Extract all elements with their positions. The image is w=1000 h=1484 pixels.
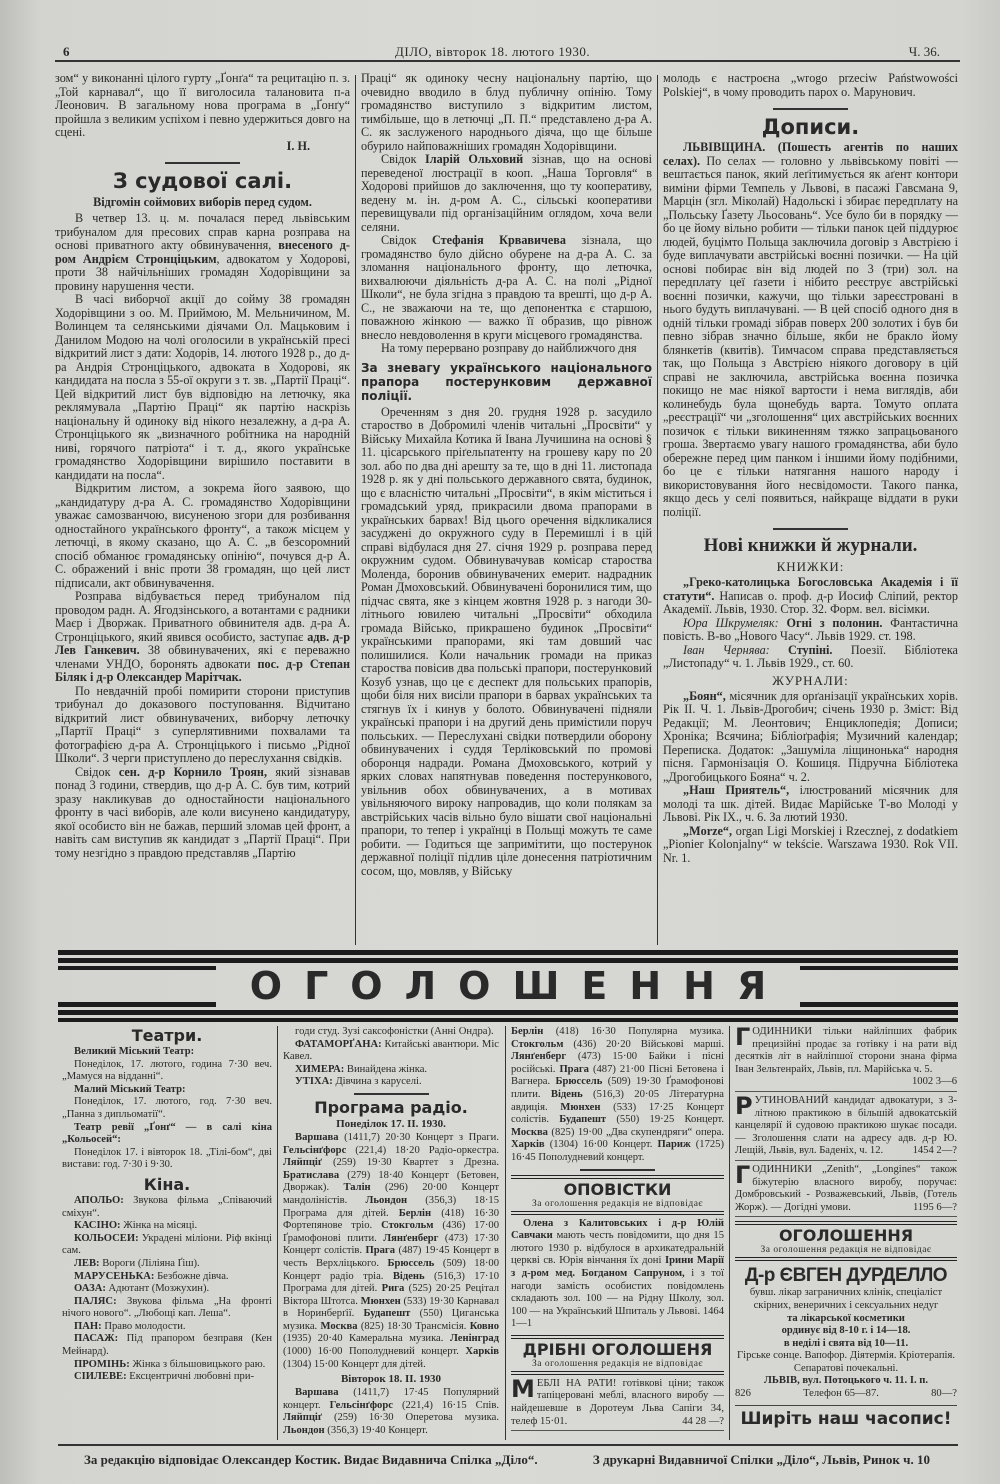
advertisements-banner (58, 950, 958, 1022)
furniture-ad (511, 1374, 724, 1431)
bold-text: Брюссель (555, 1076, 603, 1088)
separator (580, 1169, 655, 1171)
bold-text: Варшава (295, 1387, 339, 1399)
text: Адютант (Мозжухин). (105, 1283, 210, 1295)
text: який зізнавав понад 3 години, ствердив, що д-р А. С. був тим, котрий зразу накликував до одностайности національного фронту в часі виборів, але коли висунено кандидатуру, якої особисто він не бажав, перший зломав цей фронт, а навіть сам виступив як кандидат з „Партії Праці“. При тому незгідно з правдою представляв „Партію (55, 764, 350, 860)
cinema-entry (62, 1321, 272, 1334)
article-paragraph (361, 234, 652, 342)
separator (165, 162, 240, 164)
dropcap: Р (735, 1091, 753, 1120)
bold-text: Іларій Ольховий (425, 152, 524, 166)
column-2 (361, 72, 652, 878)
column-divider (505, 1026, 506, 1440)
radio-program-list (511, 1026, 724, 1165)
text: Фантастична повість. В-во „Нового Часу“. Львів 1929. ст. 198. (663, 615, 958, 643)
bold-text: Москва (511, 1126, 548, 1138)
radio-program (283, 1387, 499, 1437)
bold-text: „Morze“, (683, 823, 733, 838)
bold-text: Стокгольм (511, 1038, 564, 1050)
doctor-hours: в неділі і свята від 10—11. (783, 1337, 909, 1349)
italic-text: Юра Шкрумеляк: (683, 615, 779, 630)
theatre-entry (62, 1147, 272, 1172)
bold-text: Мюнхен (560, 1101, 601, 1113)
ads-box-disclaimer: За оголошення редакція не відповідає (760, 1245, 932, 1256)
cinema-entry-list (283, 1026, 499, 1089)
text: В четвер 13. ц. м. почалася перед львівським трибуналом для пресових справ карна розправа на основі приватного акту обвинувачення, (55, 211, 350, 252)
text: (259) 19·30 Квартет з Дрезна. (322, 1157, 499, 1169)
cinema-entry (62, 1333, 272, 1358)
text: Під прапором безправя (Кен Мейнард). (62, 1333, 272, 1358)
text: По невдачній пробі помирити сторони приступив трибунал до доказового поступовання. Відчитано відкритий лист обвинувачених, виборчу летючку „Партії Праці“ з суперлятивними похвалами та фотографією д-ра А. Стронціцького і письмо „Рідної Школи“. З черги приступлено до переслухання свідків. (55, 683, 350, 765)
bold-text: Стефанія Крвавичева (431, 233, 566, 247)
article-paragraph-list (361, 153, 652, 356)
text: (418) 16·30 Фортепянове тріо. (283, 1207, 499, 1232)
article-paragraph (361, 342, 652, 356)
books-label: КНИЖКИ: (776, 559, 845, 574)
bold-text: АПОЛЬО: (74, 1194, 124, 1206)
page-header (55, 44, 960, 60)
bold-text: „Греко-католицька Богословська Академія і її статути“. (663, 575, 958, 603)
text: годи студ. Зузі саксофоністки (Анні Ондра). (295, 1026, 494, 1037)
cinema-entry (62, 1296, 272, 1321)
text: (1411,7) 20·30 Концерт з Праги. (338, 1131, 499, 1143)
text: ілюстрований місячник для молоді та шк. дітей. Видає Марійське Т-во Молоді у Львові. Рік IX., ч. 6. За лютий 1930. (663, 783, 959, 824)
bold-text: Будапешт (559, 1114, 607, 1126)
text: (533) 17·25 Концерт солістів. (511, 1101, 724, 1126)
cinema-entry-list (62, 1195, 272, 1384)
journal-entry (663, 825, 958, 866)
text: (259) 16·30 Оперетова музика. (322, 1412, 499, 1424)
text: (418) 16·30 Популярна музика. (543, 1026, 724, 1037)
dropcap: Г (735, 1160, 751, 1189)
footer-rule (58, 1444, 958, 1446)
text: (525) 20·25 Рецітал Віктора Штотса. (283, 1283, 500, 1307)
bold-text: адв. д-р Лев Ганкевич. (55, 629, 351, 657)
text: (1000) 16·00 Пополудневий концерт. (283, 1346, 466, 1358)
text: Право молодости. (101, 1320, 186, 1332)
text: (279) 18·40 Концерт (Бетовен, Дворжак). (283, 1169, 499, 1194)
article-paragraph (55, 766, 350, 861)
text: зізнав, що на основі переведеної люстрації в кооп. „Наша Торговля“ в Ходорові прийшов до заключення, що ту кооперативу, ведену м. ін. д-ром А. С., сільські кооперативи перевищували під організаційним оглядом, хоча вели селяни. (361, 152, 652, 234)
text: (516,3) 17·10 Програма для дітей. (283, 1270, 500, 1295)
text: (509) 19·30 Ґрамофонові плити. (511, 1076, 724, 1100)
cinema-entry (62, 1371, 272, 1384)
bold-text: ХИМЕРА: (295, 1063, 345, 1075)
court-subheading: Відгомін соймових виборів перед судом. (93, 195, 312, 209)
radio-program-list (283, 1132, 499, 1371)
text: зізнала, що громадянство було дійсно обурене на д-ра А. С. за зломання національного фронту, що летючка, вихвалюючи діяльність д-ра А. С. на полі „Рідної Школи“, не була згідна з правдою та врешті, що д-р А. С., не зважаючи на те, що депонентка є старшою, поважною жінкою — важко її образив, що рівнож внесло невдоволення в круги місцевого громадянства. (361, 233, 652, 342)
bold-text: ФАТАМОРҐАНА: (295, 1038, 382, 1050)
bold-text: УТІХА: (295, 1076, 333, 1088)
text: На тому перервано розправу до найближчого дня (381, 341, 637, 355)
bold-text: Берлін (398, 1207, 432, 1219)
text: (550) 19·25 Концерт. (606, 1114, 724, 1126)
text: (356,3) 18·15 Програма для дітей. (283, 1194, 500, 1219)
text: Украдені міліони. Ріф вкінці сам. (62, 1232, 272, 1257)
text: Звукова фільма „На фронті нічого нового“. „Любощі кап. Леша“. (62, 1295, 272, 1320)
cinema-entry (62, 1258, 272, 1271)
notices-column (511, 1026, 724, 1434)
book-entry (663, 644, 958, 671)
bold-text: Олена з Калитовських і д-р Юлій Савчаки (511, 1217, 724, 1242)
text: 1464 1—1 (511, 1305, 724, 1330)
bold-text: Відень (392, 1270, 425, 1282)
bold-text: Льондон (365, 1194, 408, 1206)
bold-text: Відень (550, 1088, 583, 1100)
bold-text: Харків (465, 1346, 499, 1358)
text: Дівчина з каруселі. (332, 1076, 422, 1088)
bold-text: Гельсінґфорс (283, 1144, 347, 1156)
radio-tuesday-label: Вівторок 18. II. 1930 (340, 1373, 442, 1386)
notices-disclaimer: За оголошення редакція не відповідає (531, 1198, 704, 1209)
bold-text: Стокгольм (381, 1220, 434, 1232)
bold-text: Рига (381, 1283, 405, 1295)
text: 38 обвинувачених, які є переважно членами УНДО, боронять адвокати (55, 643, 350, 671)
bold-text: Харків (511, 1139, 545, 1151)
text: (1411,7) 17·45 Популярний концерт. (283, 1387, 499, 1411)
bold-text: Будапешт (363, 1308, 411, 1320)
bold-text: Ковно (469, 1320, 499, 1332)
text: (1725) 16·45 Пополудневий концерт. (511, 1139, 724, 1163)
bold-text: Ляйпціґ (283, 1412, 323, 1424)
notices-header (511, 1175, 724, 1215)
masthead: ДІЛО, вівторок 18. лютого 1930. (395, 44, 591, 59)
text: Жінка з більшовицького раю. (129, 1358, 266, 1370)
bold-text: ПАЛЯС: (74, 1295, 117, 1307)
journal-entry-list (663, 690, 958, 866)
cinema-entry (62, 1220, 272, 1233)
dropcap: Г (735, 1023, 751, 1051)
article-paragraph: Праці“ як одиноку чесну національну партію, що очевидно вводило в блуд публичну опінію. Тому громадянство виступило з відкритим листом, тимбільше, що в летючці „П. П.“ представлено д-ра А. С. як заслуженого народнього діяча, що ще більше обурило найповажніших громадян Ходорівщини. (361, 71, 652, 153)
bold-text: „Боян“, (683, 688, 726, 703)
text: (509) 18·00 Концерт радіо тріа. (283, 1257, 499, 1282)
article-paragraph-list (55, 212, 350, 860)
bold-text: СІИЛЕВЕ: (74, 1371, 127, 1383)
cinema-entry (283, 1076, 499, 1089)
ad-text: ОДИННИКИ „Zenith“, „Longines“ також біжутерію власного виробу, поручає: Домбровський - Розважевський, Львів, (Готель Жорж). — Догідні умови. (735, 1163, 957, 1213)
bold-text: МАРУСЕНЬКА: (74, 1270, 155, 1282)
signature: І. Н. (286, 138, 310, 153)
column-3 (663, 72, 958, 865)
ads-box-header (735, 1221, 957, 1261)
text: Понеділок, 17. лютого, година 7·30 веч. „Мамуся на відданні“. (62, 1058, 272, 1083)
text: Вороги (Ліліяна Ґіш). (99, 1257, 200, 1269)
bold-text: КАСІНО: (74, 1220, 121, 1232)
text: Розправа відбувається перед трибуналом під проводом радн. А. Ягодзінського, а вотантами є радники Маєр і Дворжак. Приватного обвинителя адв. д-ра А. Стронціцького, який явився особисто, заступає (55, 589, 350, 644)
bold-text: Талін (343, 1182, 371, 1194)
text: (533) 19·30 Карнавал в Норинберґії. (283, 1295, 499, 1320)
banner-title: ОГОЛОШЕННЯ (216, 964, 800, 1008)
bold-text: ПАН: (74, 1320, 102, 1332)
cinema-entry (62, 1195, 272, 1220)
issue-number: Ч. 36. (908, 44, 940, 59)
notices-title: ОПОВІСТКИ (563, 1179, 672, 1199)
radio-column (283, 1026, 499, 1438)
text: (516,3) 20·05 Літературна авдиція. (511, 1088, 724, 1113)
bold-text: Ступіні. (769, 642, 833, 657)
bold-text: Ірини Марії з д-ром мед. Богданом Сапруном, (511, 1255, 724, 1279)
book-entry (663, 617, 958, 644)
bold-text: Огні з полонин. (778, 615, 883, 630)
bold-text: „Наш Приятель“, (683, 783, 790, 797)
article-paragraph (55, 293, 350, 482)
book-entry-list (663, 576, 958, 671)
text: (1304) 16·00 Концерт. (544, 1139, 658, 1151)
text: (487) 19·45 Концерт в честь Верхліцького. (283, 1245, 499, 1269)
column-divider (277, 1026, 278, 1440)
bold-text: Брюссель (387, 1257, 435, 1269)
article-paragraph-list (663, 72, 958, 99)
ad-code: 1002 3—6 (911, 1076, 957, 1088)
bold-text: Лянґенберг (383, 1232, 439, 1244)
article-paragraph-list (361, 406, 652, 879)
text: Китайські авантюри. Міс Кавел. (283, 1038, 499, 1063)
footer-editor: За редакцію відповідає Олександер Костик. Видає Видавнича Спілка „Діло“. (84, 1452, 538, 1467)
small-ads-disclaimer: За оголошення редакція не відповідає (531, 1358, 704, 1369)
text: Звукова фільма „Співаючий сміхун“. (62, 1194, 272, 1219)
ad-code: 44 28 —? (682, 1415, 724, 1427)
bold-text: Театр ревії „Ґонґ“ — в салі кіна „Кольосей“: (62, 1121, 272, 1146)
bold-text: пос. д-р Степан Біляк і д-р Олександер Марітчак. (55, 656, 350, 684)
books-heading: Нові книжки й журнали. (703, 535, 918, 556)
article-paragraph (361, 406, 652, 879)
slogan: Ширіть наш часопис! (735, 1405, 957, 1430)
text: Ексцентричні любовні при- (126, 1371, 255, 1383)
radio-program (283, 1132, 499, 1371)
bold-text: Великий Міський Театр: (74, 1046, 195, 1057)
ad-code: 1195 6—? (912, 1201, 957, 1213)
dropcap: М (511, 1374, 535, 1403)
text: Жінка на місяці. (120, 1220, 198, 1232)
cinema-entry (62, 1271, 272, 1284)
bold-text: Варшава (295, 1131, 339, 1143)
radio-heading: Програма радіо. (314, 1097, 468, 1117)
doctor-phone: Телефон 65—87. (803, 1388, 879, 1400)
text: Безбожне дівча. (154, 1270, 229, 1282)
ad-text: УТИНОВАНИЙ кандидат адвокатури, з 3-літною практикою в більшій адвокатській канцелярії й судовою практикою шукає посади. — Зголошення слати на адресу адв. д-р Ю. Лещій, Львів, вул. Баденіх, ч. 12. (735, 1094, 957, 1157)
text: (436) 20·20 Військові марші. (563, 1038, 724, 1050)
bold-text: ЛЕВ: (74, 1257, 100, 1269)
footer (60, 1452, 960, 1470)
column-divider (729, 1026, 730, 1440)
small-ads-title: ДРІБНІ ОГОЛОШЕНЯ (522, 1339, 713, 1359)
flag-article-heading: За зневагу українського національного прапора постерунковим державної поліції. (361, 360, 652, 403)
cinema-entry (283, 1026, 499, 1039)
theatre-entry-list (62, 1046, 272, 1172)
bold-text: ОАЗА: (74, 1283, 106, 1295)
letters-heading: Дописи. (761, 115, 860, 139)
italic-text: Іван Чернява: (683, 642, 770, 657)
article-paragraph (663, 141, 958, 519)
text: (221,4) 18·20 Радіо-оркестра. (346, 1144, 499, 1156)
bold-text: Лянґенберг (511, 1051, 567, 1063)
article-paragraph (361, 153, 652, 234)
bold-text: ЛЬВІВЩИНА. (Пошесть агентів по наших селах). (663, 140, 958, 168)
classified-ad (735, 1023, 957, 1092)
bold-text: Малий Міський Театр: (74, 1083, 186, 1095)
bold-text: Прага (559, 1063, 589, 1075)
ads-column (735, 1023, 957, 1430)
text: (825) 18·30 Трансмісія. (357, 1320, 470, 1332)
text: , адвокатом у Ходорові, проти 38 найчільніших громадян Ходорівщини за провину нарушення чести. (55, 251, 350, 293)
cinemas-heading: Кіна. (143, 1174, 191, 1194)
text: Понеділок, 17. лютого, год. 7·30 веч. „Панна з дипльоматії“. (62, 1096, 272, 1120)
text: місячник для орґанізації українських хорів. Рік II. Ч. 1. Львів-Дрогобич; січень 1930 р. Зміст: Від Редакції; М. Леонтович; Енциклопедія; Дописи; Хроніка; Всячина; Бібліоґрафія; Музичний календар; Переписка. Додаток: „Зашуміла ліщинонька“ народня пісня. Гармонізація О. Кошиця. Підручна Бібліотека „Дрогобицького Бояна“ ч. 2. (663, 688, 958, 784)
footer-printer: З друкарні Видавничої Спілки „Діло“, Львів, Ринок ч. 10 (592, 1452, 930, 1467)
bold-text: ПАСАЖ: (74, 1333, 119, 1345)
classified-ad (735, 1160, 957, 1217)
text: (221,4) 16·15 Спів. (392, 1399, 499, 1411)
theatre-entry (62, 1122, 272, 1147)
cinema-entry (283, 1039, 499, 1064)
column-1 (55, 72, 350, 860)
ads-box-title: ОГОЛОШЕННЯ (778, 1226, 914, 1246)
article-paragraph: молодь є настроєна „wrogo przeciw Państwowości Polskiej“, в чому проводить парох о. Марунович. (663, 71, 958, 99)
bold-text: Москва (320, 1320, 358, 1332)
bold-text: КОЛЬОСЕИ: (74, 1232, 139, 1244)
doctor-line: та лікарської косметики (787, 1312, 905, 1324)
book-entry (663, 576, 958, 617)
bold-text: Берлін (511, 1026, 544, 1037)
bold-text: Гельсінґфорс (329, 1399, 393, 1411)
ad-code: 1454 2—? (912, 1145, 957, 1157)
bold-text: Прага (365, 1245, 396, 1257)
text: мають честь повідомити, що дня 15 лютого 1930 р. відбулося в архикатедральній церкві св. Юрія вінчання їх доні (511, 1230, 724, 1267)
cinema-entry (283, 1064, 499, 1077)
text: По селах — головно у львівському повіті — вештається панок, який леґітимується як аґент контори виміни фірми Темпель у Львові, в пасажі Гавсмана 9, Марцін (згл. Міколай) Надольскі і збирає передплату на „Польську Ґазету Льосовань“. Усе було би в порядку — бо це йому вільно робити — тільки панок цей піддурює людей, буцімто Польща заключила договір з Австрією і буде виплачувати австрійські воєнні позички. — На цій основі побирає він від людей по 3 (три) зол. на передплату цеї ґазети і нібито реєструє австрійські воєнні позички, кажучи, що тільки зареєстровані в нього будуть виплачувані. — В цей спосіб одного дня в одній тільки громаді зібрав поверх 200 золотих і був би певно зібрав значно більше, якби не бракло йому блянкетів (квитів). Тимчасом справа представляється так, що Польща з Австрією ніякого договору в цій справі не заключила, австрійська воєнна позичка покищо не має ніякої вартости і нема виглядів, аби колинебудь була щонебудь варта. Томуто оплата „реєстрації“ чи „зголошення“ цих австрійських воєнних позичок є тільки викиненням тяжко запрацьованого гроша. Звертаємо увагу нашого громадянства, аби було обережне перед цим панком і іншими йому подібними, бо це є тільки натягання нашого народу і використовування його несвідомости. Такого панка, якщо десь у селі появиться, найкраще віддати в руки поліції. (663, 153, 958, 519)
text: (1935) 20·40 Камеральна музика. (283, 1333, 450, 1345)
bold-text: Ленінград (449, 1333, 499, 1345)
text: Свідок (381, 152, 426, 166)
article-paragraph (55, 212, 350, 293)
text: В часі виборчої акції до сойму 38 громадян Ходорівщини з оо. М. Приймою, М. Мельничином, М. Волинцем та селянськими діячами Ол. Мацьковим і Данилом Модою на чолі оголосили в українській пресі відкритий лист з дати: Ходорів, 14. лютого 1928 р., до д-ра Андрія Стронціцького, адвоката в Ходорові, як кандидата на посла з 55-ої округи з т. зв. „Партії Праці“. Цей відкритий лист був відповідю на летючку, яка реклямувала „Партію Праці“ як партію наскрізь національну й одиноку від нікого незалежну, а д-ра А. Стронціцького як „визначного робітника на народній ниві, горячого патріота“ і т. д., якого українське громадянство Ходорівщини вирішило поставити в кандидати на посла“. (55, 292, 350, 482)
radio-monday-label: Понеділок 17. II. 1930. (336, 1117, 446, 1130)
doctor-line: бувш. лікар заграничних клінік, спеціаліст скірних, венеричних і сексуальних недуг (749, 1287, 943, 1311)
article-paragraph-list (361, 72, 652, 153)
text: і з тої нагоди замість особистих повідомлень складають зол. 100 — на Рідну Школу, зол. 100 — на Український Шпиталь у Львові. (511, 1267, 724, 1317)
header-rule (55, 60, 960, 62)
text: Винайдена жінка. (344, 1063, 428, 1075)
text: Свідок (75, 764, 119, 779)
cinema-entry (62, 1359, 272, 1372)
separator (773, 528, 848, 530)
text: Понеділок 17. і вівторок 18. „Тілі-бом“, дві вистави: год. 7·30 і 9·30. (62, 1146, 272, 1171)
article-paragraph (55, 590, 350, 685)
journal-entry (663, 784, 958, 825)
ad-ref: 826 (735, 1388, 751, 1400)
cinema-entry (62, 1233, 272, 1258)
doctor-line: Гірське сонце. Вапофор. Діятермія. Кріотерапія. Сепаратові почекальні. (737, 1350, 955, 1374)
text: Ореченням з дня 20. грудня 1928 р. засудило староство в Добромилі членів читальні „Просвіти“ у Війську Михайла Котика й Івана Лучишина на основі § 11. цісарського пріґельпатенту на грошеву кару по 20 зол. або по два дні арешту за те, що в дні 11. листопада 1928 р. як у дні польського державного свята, будинок, що є власністю читальні „Просвіти“, в якім міститься і громадський уряд, прикрасили двома прапорами в українських барвах! Від цього оречення відкликалися засуджені до окружного суду в Перемишлі і в цій справі відбулася дня 27. січня 1929 р. розправа перед окружним судом. Обвинувачував комісар староства Моленда, боронив обвинувачених емерит. надрадник Роман Дмоховський. Обвинувачені боронилися тим, що підчас свята, яке з кінцем жовтня 1928 р. з нагоди 30-літнього ювилею читальні „Просвіти“ обходила громада Військо, прикрашено будинок „Просвіти“ українськими прапорами, які там довший час полишилися. Коли начальник громади на приказ староства повісив два польські прапори, постерунковий Козуб узнав, що це є деспект для польських прапорів, щоби біля них висіли прапори в барвах українських та стягнув їх і кинув у болото. Обвинувачені підняли українські прапори і на другий день примістили поруч польських. — Переслухані свідки потвердили оборону обвинувачених і суддя Терліковський по промові оборонця надради. Романа Дмоховського, котрий у ярких словах напятнував поведення постерункового, увільнив обох обвинувачених, а в мотивах увільняючого вироку напровадив, що коли полякам за австрійських часів вільно було вішати свої національні прапори, то тепер і українці в Польщі можуть те саме робити. — Годиться ще запримітити, що постерунок державної поліції підлив ціле донесення патріотичним сосом, що, мовляв, у Війську (361, 404, 652, 878)
doctor-ad (735, 1264, 957, 1400)
bold-text: Мюнхен (360, 1295, 401, 1307)
column-divider (657, 75, 658, 945)
text: (296) 20·00 Концерт мандоліністів. (283, 1182, 499, 1206)
article-paragraph (55, 685, 350, 766)
text: (550) Циганська музика. (283, 1308, 499, 1332)
page-number: 6 (63, 44, 70, 59)
notice-entry-list (511, 1218, 724, 1331)
text: Свідок (381, 233, 432, 247)
text: Написав о. проф. д-р Иосиф Сліпий, ректор Академії. Львів, 1930. Стор. 32. Форм. вел. вісімки. (663, 588, 958, 616)
journals-label: ЖУРНАЛИ: (772, 672, 849, 688)
article-paragraph (55, 482, 350, 590)
notice-entry (511, 1218, 724, 1331)
doctor-name: Д-р ЄВГЕН ДУРДЕЛЛО (744, 1265, 948, 1287)
radio-program (511, 1026, 724, 1165)
ad-text: ЕБЛІ НА РАТИ! готівкові ціни; також тапіцеровані меблі, власного виробу — найдешевше в Доротеум Льва Сапіги 34, телеф 15·01. (511, 1377, 724, 1427)
theatre-entry (62, 1084, 272, 1097)
separator (354, 1093, 429, 1095)
text: Відкритим листом, а зокрема його заявою, що „кандидатуру д-ра А. С. громадянство Ходорівщини уважає самозванчою, висуненою згори для розбивання одностайного українського фронту“, а також місцем у летючці, в якому сказано, що А. С. „в безсоромний спосіб обманює громадянську опінію“, почувся д-р А. С. ображений і вніс проти 38 громадян, що цей лист підписали, акт обвинувачення. (55, 481, 350, 590)
theatre-entry (62, 1096, 272, 1121)
text: (356,3) 19·40 Концерт. (324, 1425, 428, 1437)
text: (436) 17·00 Ґрамофонові плити. (283, 1220, 499, 1244)
ad-code: 80—? (931, 1388, 957, 1400)
separator (773, 108, 848, 110)
text: (825) 19·00 „Два скупендряги“ опера. (547, 1126, 724, 1138)
bold-text: Льондон (283, 1425, 325, 1437)
theatres-column (62, 1026, 272, 1384)
article-paragraph-list (663, 141, 958, 519)
text: organ Ligi Morskiej i Rzecznej, z dodatkiem „Pionier Kolonjalny“ w tekście. Warszawa 1930. Rok VII. Nr. 1. (663, 823, 958, 865)
ad-text: ОДИННИКИ тільки найліпших фабрик прецизійні продає за готівку і на рати від десятків літ в найліпшої сторони знана фірма Іван Зельтенрайх, Львів, пл. Марійська ч. 5. (735, 1026, 957, 1075)
journal-entry (663, 690, 958, 785)
court-heading: З судової салі. (112, 169, 293, 193)
text: (473) 15·00 Байки і пісні російські. (511, 1051, 724, 1075)
classified-ad (735, 1091, 957, 1161)
small-ads-header (511, 1335, 724, 1375)
article-paragraph: зом“ у виконанні цілого гурту „Ґонґа“ та рецитацію п. з. „Той карнавал“, що її виголосила талановита п-а Леонович. В загальному нова програма в „Ґонґу“ пройшла з великим успіхом і певно удержиться довго на сцені. (55, 71, 350, 139)
text: (473) 17·30 Концерт солістів. (283, 1232, 499, 1257)
bold-text: Ляйпціґ (283, 1157, 323, 1169)
doctor-hours: ординує від 8-10 г. і 14—18. (781, 1325, 911, 1337)
text: (487) 21·00 Пісні Бетовена і Вагнера. (511, 1063, 725, 1088)
cinema-entry (62, 1283, 272, 1296)
text: (1304) 15·00 Концерт для дітей. (283, 1358, 426, 1370)
column-divider (355, 75, 356, 945)
bold-text: Париж (657, 1139, 691, 1151)
theatres-heading: Театри. (131, 1026, 203, 1045)
article-paragraph-list (55, 72, 350, 140)
bold-text: Братислава (283, 1169, 340, 1181)
doctor-address: ЛЬВІВ, вул. Потоцького ч. 11. І. п. (763, 1375, 929, 1387)
theatre-entry (62, 1059, 272, 1084)
text: Поезії. Бібліотека „Листопаду“ ч. 1. Львів 1929., ст. 60. (663, 642, 958, 670)
bold-text: ПРОМІНЬ: (74, 1358, 130, 1370)
bold-text: сен. д-р Корнило Троян, (118, 764, 267, 779)
theatre-entry (62, 1046, 272, 1059)
bold-text: внесеного д-ром Андрієм Стронціцьким (55, 238, 350, 266)
radio-program-list (283, 1387, 499, 1437)
